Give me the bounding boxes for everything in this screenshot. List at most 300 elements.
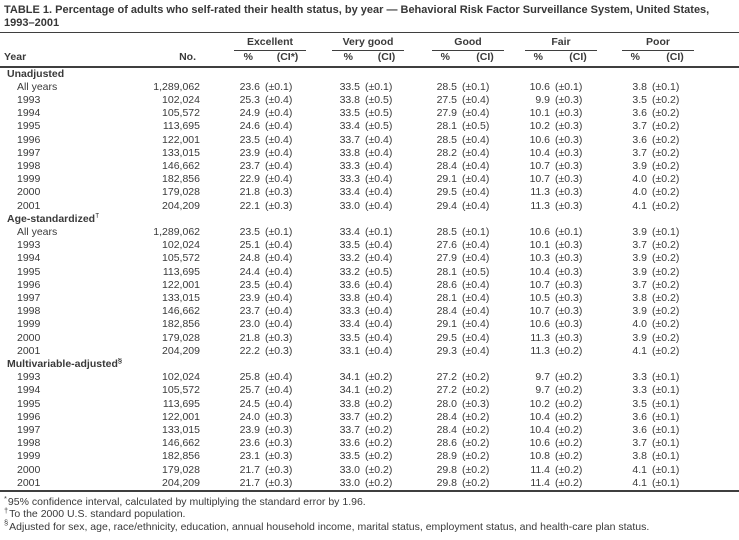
ci-cell: (±0.1): [555, 225, 583, 238]
pct-cell: 24.8: [239, 252, 260, 265]
ci-cell: (±0.4): [462, 318, 490, 331]
column-group-very-good: [306, 33, 404, 51]
pct-cell: 27.9: [436, 107, 457, 120]
ci-cell: (±0.1): [652, 80, 680, 93]
no-cell: 102,024: [162, 371, 200, 384]
ci-cell: (±0.3): [265, 199, 293, 212]
year-cell: 2001: [17, 476, 41, 489]
ci-cell: (±0.2): [652, 318, 680, 331]
ci-cell: (±0.2): [462, 410, 490, 423]
ci-cell: (±0.5): [365, 107, 393, 120]
row-spacer: [694, 120, 739, 133]
table-row: [0, 305, 739, 318]
row-spacer: [694, 437, 739, 450]
pct-cell: 3.8: [632, 80, 647, 93]
ci-cell: (±0.4): [462, 146, 490, 159]
ci-cell: (±0.2): [365, 384, 393, 397]
year-cell: 1994: [17, 384, 41, 397]
year-cell: 1997: [17, 423, 41, 436]
no-cell: 146,662: [162, 159, 200, 172]
pct-cell: 33.4: [339, 225, 360, 238]
no-cell: 102,024: [162, 93, 200, 106]
ci-cell: (±0.4): [265, 278, 293, 291]
ci-cell: (±0.3): [265, 476, 293, 489]
year-column-header: Year: [4, 50, 27, 63]
no-cell: 182,856: [162, 318, 200, 331]
table-row: [0, 437, 739, 450]
pct-cell: 4.0: [632, 318, 647, 331]
column-group-label: Very good: [332, 36, 404, 51]
ci-cell: (±0.2): [462, 384, 490, 397]
year-cell: 1998: [17, 305, 41, 318]
ci-cell: (±0.2): [555, 423, 583, 436]
year-cell: 1999: [17, 318, 41, 331]
year-cell: 1995: [17, 397, 41, 410]
column-group-good: [404, 33, 504, 51]
pct-cell: 10.4: [529, 265, 550, 278]
pct-cell: 10.3: [529, 252, 550, 265]
ci-cell: (±0.2): [365, 476, 393, 489]
pct-cell: 10.4: [529, 423, 550, 436]
pct-cell: 33.0: [339, 463, 360, 476]
pct-cell: 10.6: [529, 225, 550, 238]
ci-cell: (±0.1): [265, 80, 293, 93]
pct-cell: 28.1: [436, 120, 457, 133]
pct-cell: 33.2: [339, 265, 360, 278]
year-cell: 2001: [17, 344, 41, 357]
footnotes: [0, 492, 739, 533]
ci-cell: (±0.2): [652, 93, 680, 106]
pct-cell: 9.9: [535, 93, 550, 106]
ci-cell: (±0.3): [265, 423, 293, 436]
row-spacer: [694, 81, 739, 94]
ci-cell: (±0.2): [555, 450, 583, 463]
percent-column-header: %: [533, 50, 543, 63]
pct-cell: 9.7: [535, 384, 550, 397]
ci-cell: (±0.4): [365, 239, 393, 252]
row-spacer: [694, 464, 739, 477]
pct-cell: 29.5: [436, 186, 457, 199]
ci-cell: (±0.4): [365, 278, 393, 291]
column-group-poor: [597, 33, 694, 51]
ci-cell: (±0.3): [555, 107, 583, 120]
row-spacer: [694, 147, 739, 160]
table-row: [0, 160, 739, 173]
pct-cell: 10.7: [529, 159, 550, 172]
ci-cell: (±0.4): [265, 371, 293, 384]
ci-cell: (±0.4): [365, 133, 393, 146]
pct-cell: 33.3: [339, 173, 360, 186]
pct-cell: 33.3: [339, 305, 360, 318]
pct-cell: 28.4: [436, 423, 457, 436]
ci-cell: (±0.4): [365, 146, 393, 159]
pct-cell: 33.4: [339, 120, 360, 133]
year-cell: All years: [17, 80, 58, 93]
ci-cell: (±0.1): [652, 225, 680, 238]
no-cell: 204,209: [162, 199, 200, 212]
pct-cell: 33.1: [339, 344, 360, 357]
ci-cell: (±0.3): [555, 146, 583, 159]
ci-cell: (±0.4): [265, 305, 293, 318]
no-cell: 113,695: [162, 120, 200, 133]
ci-cell: (±0.1): [365, 80, 393, 93]
pct-cell: 22.1: [239, 199, 260, 212]
pct-cell: 3.9: [632, 265, 647, 278]
table-row: [0, 94, 739, 107]
pct-cell: 24.9: [239, 107, 260, 120]
no-cell: 179,028: [162, 463, 200, 476]
ci-cell: (±0.4): [365, 331, 393, 344]
ci-cell: (±0.4): [265, 159, 293, 172]
percent-column-header: %: [343, 50, 353, 63]
table-row: [0, 450, 739, 463]
pct-cell: 3.9: [632, 305, 647, 318]
ci-cell: (±0.2): [652, 186, 680, 199]
year-cell: 1996: [17, 278, 41, 291]
year-cell: 1997: [17, 291, 41, 304]
no-cell: 133,015: [162, 291, 200, 304]
pct-cell: 23.9: [239, 423, 260, 436]
section-label: Multivariable-adjusted§: [0, 358, 739, 371]
row-spacer: [694, 292, 739, 305]
pct-cell: 34.1: [339, 384, 360, 397]
ci-cell: (±0.2): [365, 437, 393, 450]
pct-cell: 10.6: [529, 80, 550, 93]
pct-cell: 28.1: [436, 291, 457, 304]
year-cell: 1994: [17, 252, 41, 265]
row-spacer: [694, 107, 739, 120]
ci-column-header: (CI): [569, 50, 587, 63]
ci-cell: (±0.2): [555, 344, 583, 357]
pct-cell: 11.3: [530, 199, 550, 212]
no-cell: 133,015: [162, 146, 200, 159]
ci-cell: (±0.4): [462, 93, 490, 106]
pct-cell: 23.5: [239, 278, 260, 291]
no-cell: 204,209: [162, 344, 200, 357]
pct-cell: 3.7: [632, 120, 647, 133]
pct-cell: 3.7: [632, 146, 647, 159]
pct-cell: 29.3: [436, 344, 457, 357]
pct-cell: 9.7: [535, 371, 550, 384]
pct-cell: 23.9: [239, 291, 260, 304]
pct-cell: 33.7: [339, 410, 360, 423]
pct-cell: 3.6: [632, 133, 647, 146]
pct-cell: 4.0: [632, 186, 647, 199]
pct-cell: 33.8: [339, 146, 360, 159]
ci-cell: (±0.2): [555, 371, 583, 384]
ci-cell: (±0.4): [265, 173, 293, 186]
row-spacer: [694, 398, 739, 411]
section-header-row: [0, 213, 739, 226]
pct-cell: 10.7: [529, 278, 550, 291]
pct-cell: 23.9: [239, 146, 260, 159]
ci-cell: (±0.2): [555, 410, 583, 423]
ci-cell: (±0.2): [652, 107, 680, 120]
no-cell: 1,289,062: [153, 80, 200, 93]
pct-cell: 10.4: [529, 146, 550, 159]
pct-cell: 3.5: [632, 93, 647, 106]
ci-cell: (±0.4): [462, 239, 490, 252]
pct-cell: 4.1: [632, 199, 647, 212]
ci-cell: (±0.2): [652, 120, 680, 133]
pct-cell: 3.3: [632, 371, 647, 384]
ci-cell: (±0.4): [462, 252, 490, 265]
table-row: [0, 239, 739, 252]
pct-cell: 33.5: [339, 239, 360, 252]
no-cell: 105,572: [162, 107, 200, 120]
ci-cell: (±0.3): [555, 173, 583, 186]
ci-cell: (±0.4): [265, 120, 293, 133]
ci-cell: (±0.2): [652, 305, 680, 318]
year-cell: All years: [17, 225, 58, 238]
row-spacer: [694, 305, 739, 318]
ci-cell: (±0.2): [365, 397, 393, 410]
ci-cell: (±0.2): [652, 199, 680, 212]
ci-cell: (±0.2): [652, 278, 680, 291]
year-cell: 1993: [17, 93, 41, 106]
ci-cell: (±0.4): [365, 305, 393, 318]
row-spacer: [694, 134, 739, 147]
ci-cell: (±0.4): [462, 291, 490, 304]
pct-cell: 23.7: [239, 159, 260, 172]
ci-cell: (±0.4): [365, 199, 393, 212]
pct-cell: 27.2: [436, 371, 457, 384]
pct-cell: 28.6: [436, 278, 457, 291]
pct-cell: 29.4: [436, 199, 457, 212]
ci-cell: (±0.1): [652, 437, 680, 450]
ci-cell: (±0.3): [555, 186, 583, 199]
pct-cell: 28.5: [436, 225, 457, 238]
ci-cell: (±0.4): [365, 291, 393, 304]
column-group-fair: [504, 33, 597, 51]
row-spacer: [694, 384, 739, 397]
pct-cell: 28.4: [436, 305, 457, 318]
row-spacer: [694, 239, 739, 252]
table-row: [0, 252, 739, 265]
no-cell: 182,856: [162, 450, 200, 463]
footnote-text: To the 2000 U.S. standard population.: [9, 508, 186, 521]
pct-cell: 3.3: [632, 384, 647, 397]
pct-cell: 33.7: [339, 423, 360, 436]
ci-cell: (±0.4): [365, 186, 393, 199]
pct-cell: 3.8: [632, 291, 647, 304]
footnote-text: Adjusted for sex, age, race/ethnicity, education, annual household income, marital status, employment status, and health-care plan status.: [9, 520, 650, 533]
ci-cell: (±0.1): [365, 225, 393, 238]
ci-cell: (±0.4): [462, 159, 490, 172]
ci-cell: (±0.4): [265, 397, 293, 410]
percent-column-header: %: [440, 50, 450, 63]
header-spacer: [0, 33, 202, 51]
ci-cell: (±0.2): [365, 423, 393, 436]
percent-column-header: %: [243, 50, 253, 63]
ci-cell: (±0.3): [265, 331, 293, 344]
pct-cell: 29.8: [436, 476, 457, 489]
ci-column-header: (CI): [666, 50, 684, 63]
table-row: [0, 318, 739, 331]
year-cell: 1998: [17, 437, 41, 450]
pct-cell: 4.1: [632, 476, 647, 489]
ci-cell: (±0.3): [265, 410, 293, 423]
table-body: [0, 67, 739, 492]
no-cell: 182,856: [162, 173, 200, 186]
pct-cell: 33.6: [339, 437, 360, 450]
row-spacer: [694, 186, 739, 199]
pct-cell: 33.4: [339, 186, 360, 199]
pct-cell: 4.0: [632, 173, 647, 186]
ci-cell: (±0.3): [555, 239, 583, 252]
row-spacer: [694, 345, 739, 358]
table-row: [0, 266, 739, 279]
pct-cell: 4.1: [632, 463, 647, 476]
pct-cell: 27.9: [436, 252, 457, 265]
row-spacer: [694, 266, 739, 279]
pct-cell: 29.8: [436, 463, 457, 476]
pct-cell: 11.3: [530, 186, 550, 199]
column-group-label: Fair: [525, 36, 597, 51]
pct-cell: 10.6: [529, 133, 550, 146]
pct-cell: 33.5: [339, 107, 360, 120]
pct-cell: 24.0: [239, 410, 260, 423]
pct-cell: 22.2: [239, 344, 260, 357]
table-row: [0, 464, 739, 477]
pct-cell: 33.0: [339, 199, 360, 212]
ci-column-header: (CI*): [276, 50, 299, 63]
ci-cell: (±0.2): [555, 463, 583, 476]
ci-cell: (±0.4): [462, 186, 490, 199]
pct-cell: 3.7: [632, 278, 647, 291]
pct-cell: 11.4: [530, 476, 550, 489]
ci-cell: (±0.2): [462, 371, 490, 384]
pct-cell: 33.5: [339, 331, 360, 344]
column-group-label: Excellent: [234, 36, 306, 51]
ci-cell: (±0.4): [462, 344, 490, 357]
row-spacer: [694, 477, 739, 491]
ci-cell: (±0.4): [462, 278, 490, 291]
ci-cell: (±0.2): [555, 437, 583, 450]
pct-cell: 33.8: [339, 291, 360, 304]
ci-cell: (±0.3): [555, 133, 583, 146]
pct-cell: 10.1: [529, 107, 550, 120]
ci-cell: (±0.1): [265, 225, 293, 238]
ci-cell: (±0.3): [555, 252, 583, 265]
ci-cell: (±0.2): [365, 371, 393, 384]
footnote-marker: §: [4, 518, 9, 528]
ci-cell: (±0.2): [555, 397, 583, 410]
ci-cell: (±0.4): [365, 173, 393, 186]
pct-cell: 24.4: [239, 265, 260, 278]
ci-cell: (±0.3): [555, 199, 583, 212]
section-footnote-marker: †: [95, 212, 100, 220]
pct-cell: 27.2: [436, 384, 457, 397]
ci-cell: (±0.4): [265, 133, 293, 146]
row-spacer: [694, 200, 739, 213]
no-cell: 133,015: [162, 423, 200, 436]
ci-cell: (±0.3): [555, 265, 583, 278]
column-group-excellent: [202, 33, 306, 51]
row-spacer: [694, 94, 739, 107]
year-cell: 1996: [17, 410, 41, 423]
table-row: [0, 424, 739, 437]
table-row: [0, 147, 739, 160]
ci-cell: (±0.1): [652, 371, 680, 384]
pct-cell: 28.4: [436, 410, 457, 423]
ci-cell: (±0.1): [652, 384, 680, 397]
table-row: [0, 173, 739, 186]
pct-cell: 23.1: [239, 450, 260, 463]
ci-cell: (±0.3): [555, 291, 583, 304]
pct-cell: 28.4: [436, 159, 457, 172]
column-group-label: Poor: [622, 36, 694, 51]
row-spacer: [694, 173, 739, 186]
ci-cell: (±0.4): [462, 331, 490, 344]
no-cell: 146,662: [162, 437, 200, 450]
no-cell: 105,572: [162, 384, 200, 397]
row-spacer: [694, 252, 739, 265]
row-spacer: [694, 160, 739, 173]
no-cell: 122,001: [162, 278, 200, 291]
pct-cell: 11.4: [530, 463, 550, 476]
pct-cell: 33.8: [339, 93, 360, 106]
ci-cell: (±0.2): [462, 476, 490, 489]
year-cell: 1997: [17, 146, 41, 159]
footnote-marker: *: [4, 493, 7, 503]
table-row: [0, 279, 739, 292]
pct-cell: 29.1: [436, 318, 457, 331]
table-row: [0, 384, 739, 397]
no-cell: 146,662: [162, 305, 200, 318]
pct-cell: 3.9: [632, 331, 647, 344]
pct-cell: 10.2: [529, 120, 550, 133]
ci-cell: (±0.5): [365, 265, 393, 278]
no-cell: 113,695: [162, 397, 200, 410]
row-spacer: [694, 279, 739, 292]
ci-cell: (±0.2): [365, 410, 393, 423]
pct-cell: 3.8: [632, 450, 647, 463]
table-title: TABLE 1. Percentage of adults who self-rated their health status, by year — Behavioral Risk Factor Surveillance System, United States, 1993–2001: [4, 4, 710, 29]
ci-cell: (±0.4): [462, 305, 490, 318]
ci-cell: (±0.3): [555, 278, 583, 291]
pct-cell: 28.1: [436, 265, 457, 278]
ci-cell: (±0.2): [652, 344, 680, 357]
ci-column-header: (CI): [377, 50, 396, 63]
pct-cell: 11.3: [530, 331, 550, 344]
pct-cell: 21.7: [239, 463, 260, 476]
pct-cell: 33.5: [339, 450, 360, 463]
ci-cell: (±0.2): [652, 173, 680, 186]
year-cell: 1994: [17, 107, 41, 120]
health-status-table: [0, 32, 739, 492]
year-cell: 1995: [17, 120, 41, 133]
pct-cell: 3.9: [632, 252, 647, 265]
table-row: [0, 226, 739, 239]
ci-cell: (±0.4): [265, 318, 293, 331]
ci-cell: (±0.2): [462, 450, 490, 463]
pct-cell: 24.5: [239, 397, 260, 410]
pct-cell: 21.8: [239, 331, 260, 344]
ci-cell: (±0.4): [265, 384, 293, 397]
ci-cell: (±0.3): [555, 93, 583, 106]
ci-cell: (±0.3): [265, 450, 293, 463]
ci-cell: (±0.4): [462, 107, 490, 120]
ci-cell: (±0.2): [652, 331, 680, 344]
footnote-line: [4, 505, 733, 521]
pct-cell: 28.0: [436, 397, 457, 410]
table-header: [0, 33, 739, 67]
table-row: [0, 120, 739, 133]
no-cell: 122,001: [162, 410, 200, 423]
ci-cell: (±0.4): [265, 252, 293, 265]
column-group-header-row: [0, 33, 739, 51]
